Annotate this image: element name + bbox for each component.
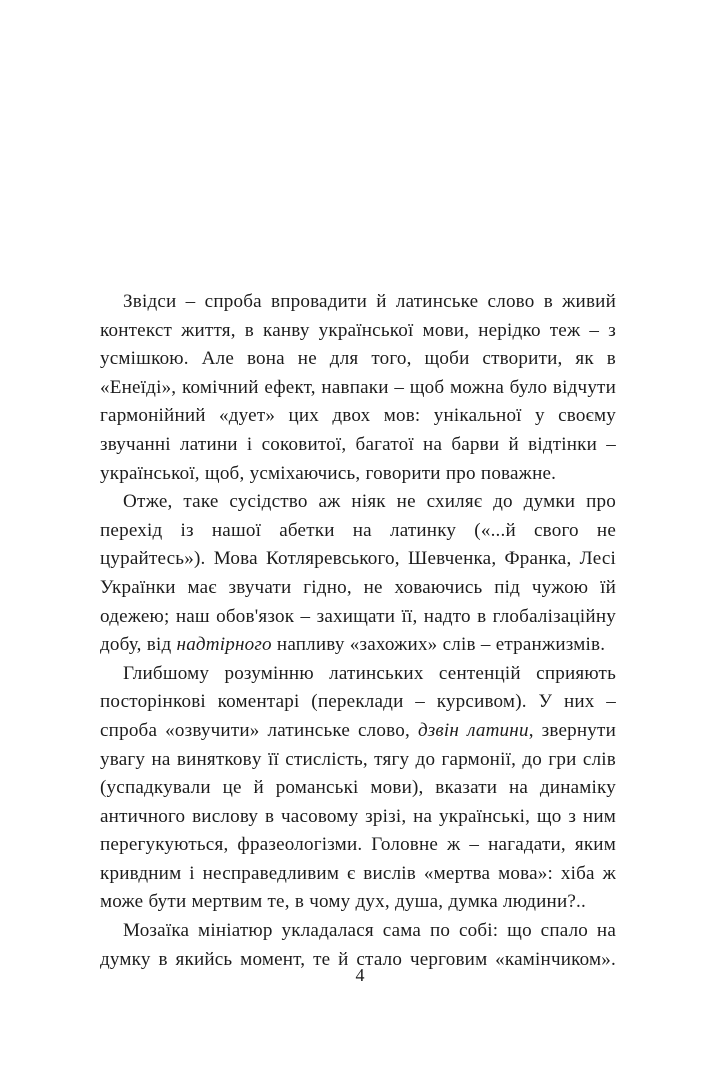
paragraph-3 <box>100 660 616 917</box>
paragraph-3-run-3: , звернути увагу на винятковy її стислість, тягу до гармонії, до гри слів (успадкували це й романські мови), вказати на динаміку античного вислову в часовому зрізі, на українські, що з ним перегукуються, фразеологізми. Головне ж – нагадати, яким кривдним і несправедливим є вислів «мертва мова»: хіба ж може бути мертвим те, в чому дух, душа, думка людини?.. <box>100 719 616 913</box>
paragraph-2 <box>100 488 616 660</box>
paragraph-4-run-1: Мозаїка мініатюр укладалася сама по собі: що спало на думку в якийсь момент, те й стало черговим «камінчиком». <box>100 920 616 970</box>
page-number: 4 <box>355 965 365 985</box>
paragraph-2-run-3: напливу «захожих» слів – етранжизмів. <box>271 634 606 656</box>
paragraph-2-run-1: Отже, таке сусідство аж ніяк не схиляє до думки про перехід із нашої абетки на латинку («...й свого не цурайтесь»). Мова Котляревського, Шевченка, Франка, Лесі Українки має звучати гідно, не ховаючись під чужою їй одежею; наш обов'язок – захищати її, надто в глобалізаційну добу, від <box>100 491 616 656</box>
page-text-block <box>100 288 616 974</box>
paragraph-1-run-1: Звідси – спроба впровадити й латинське слово в живий контекст життя, в канву української мови, нерідко теж – з усмішкою. Але вона не для того, щоби створити, як в «Енеїді», комічний ефект, навпаки – щоб можна було відчути гармонійний «дует» цих двох мов: унікальної у своєму звучанні латини і соковитої, багатої на барви й відтінки – української, щоб, усміхаючись, говорити про поважне. <box>100 291 616 484</box>
paragraph-3-run-1: Глибшому розумінню латинських сентенцій сприяють посторінкові коментарі (переклади – курсивом). У них – спроба «озвучити» латинське слово, <box>100 662 616 741</box>
paragraph-2-emphasis-nadmirnoho: надmірного <box>176 634 272 656</box>
paragraph-1 <box>100 288 616 488</box>
paragraph-3-emphasis-dzvin-latyny: дзвін латини <box>417 719 529 741</box>
